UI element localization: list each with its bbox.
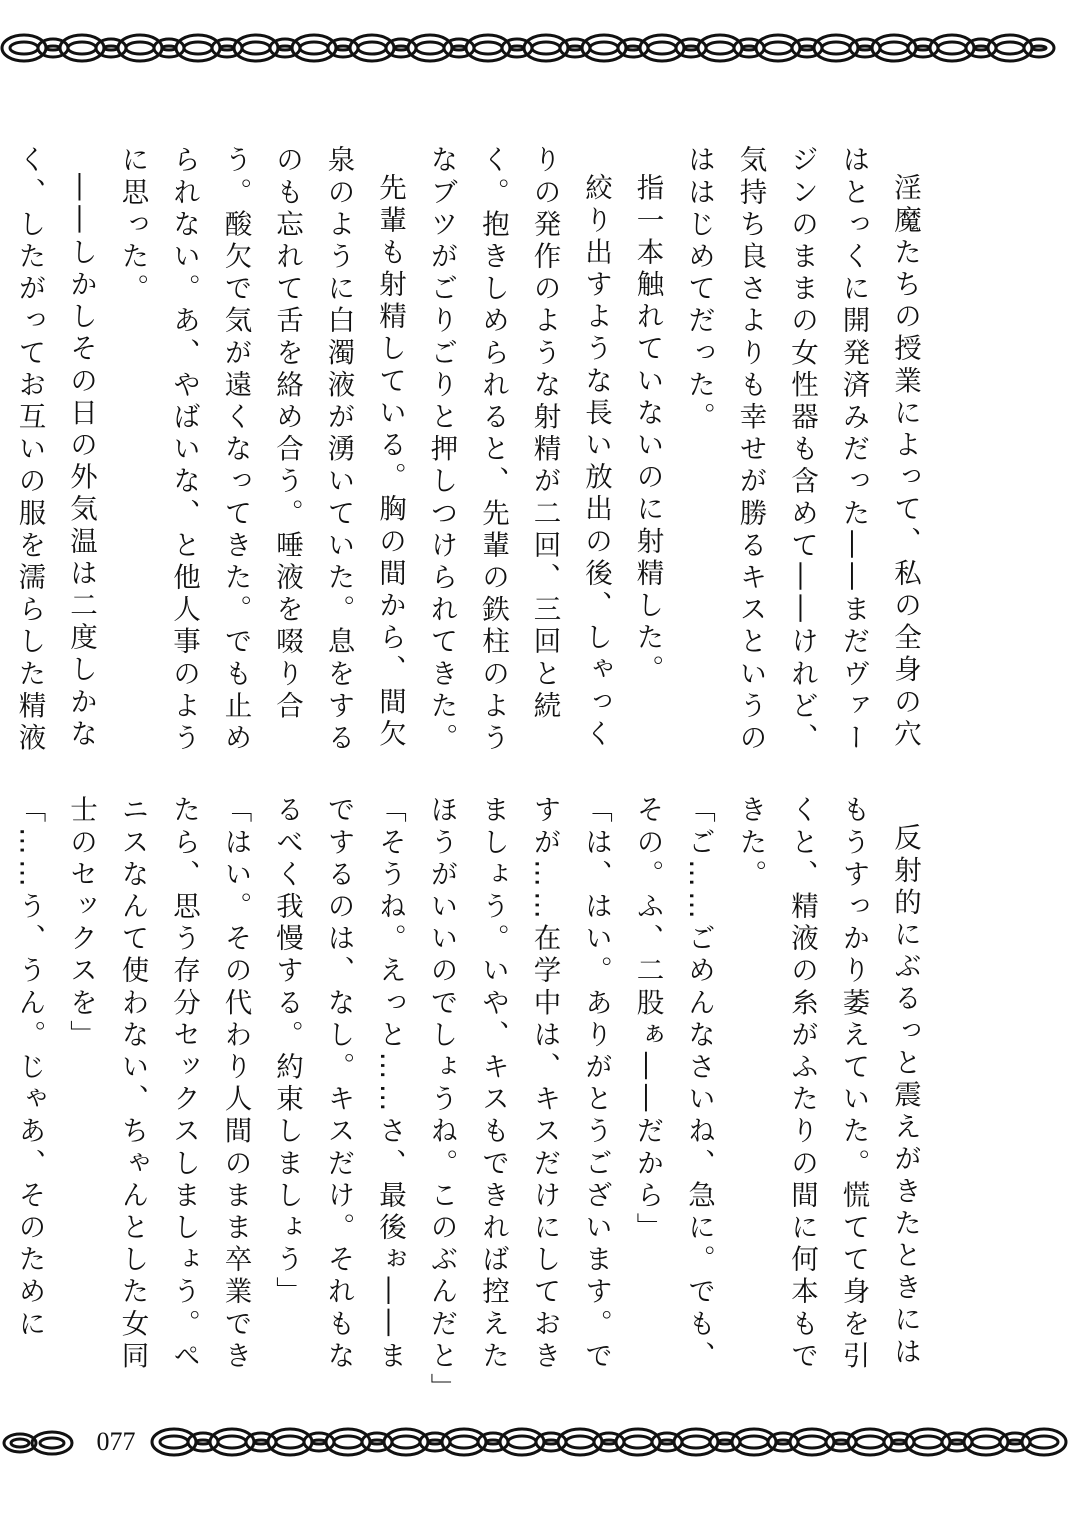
paragraph: 指一本触れていないのに射精した。 [631, 172, 664, 687]
paragraph: ――しかしその日の外気温は二度しかなく、したがってお互いの服を濡らした精液 [13, 145, 97, 755]
top-chain-border-icon [0, 26, 1080, 70]
paragraph: 先輩も射精している。胸の間から、間欠泉のように白濁液が湧いていた。息をするのも忘れて舌を絡め合う。唾液を啜り合う。酸欠で気が遠くなってきた。でも止められない。あ、やばいな、と他人事のように思った。 [116, 145, 406, 755]
dialogue-line: 「は、はい。ありがとうございます。ですが……在学中は、キスだけにしておきましょう。いや、キスもできれば控えたほうがいいのでしょうね。このぶんだと」 [425, 795, 612, 1405]
upper-text-block [13, 145, 930, 765]
page-number: 077 [96, 1427, 136, 1456]
dialogue-line: 「はい。その代わり人間のまま卒業できたら、思う存分セックスしましょう。ペニスなんて使わない、ちゃんとした女同士のセックスを」 [65, 795, 252, 1373]
paragraph: 淫魔たちの授業によって、私の全身の穴はとっくに開発済みだった――まだヴァージンのままの女性器も含めて――けれど、気持ち良さよりも幸せが勝るキスというのははじめてだった。 [683, 145, 921, 755]
paragraph: 反射的にぶるっと震えがきたときにはもうすっかり萎えていた。慌てて身を引くと、精液の糸がふたりの間に何本もできた。 [734, 795, 921, 1373]
lower-text-block [13, 795, 930, 1405]
bottom-left-chain-border-icon [0, 1428, 78, 1458]
dialogue-line: 「そうね。えっと……さ、最後ぉ――までするのは、なし。キスだけ。それもなるべく我慢する。約束しましょう」 [271, 795, 406, 1373]
paragraph: 絞り出すような長い放出の後、しゃっくりの発作のような射精が二回、三回と続く。抱きしめられると、先輩の鉄柱のようなブツがごりごりと押しつけられてきた。 [425, 145, 612, 755]
dialogue-line: 「ご……ごめんなさいね、急に。でも、その。ふ、二股ぁ――だから」 [631, 795, 715, 1373]
dialogue-line: 「……う、うん。じゃあ、そのために [13, 795, 46, 1341]
bottom-right-chain-border-icon [150, 1420, 1080, 1464]
